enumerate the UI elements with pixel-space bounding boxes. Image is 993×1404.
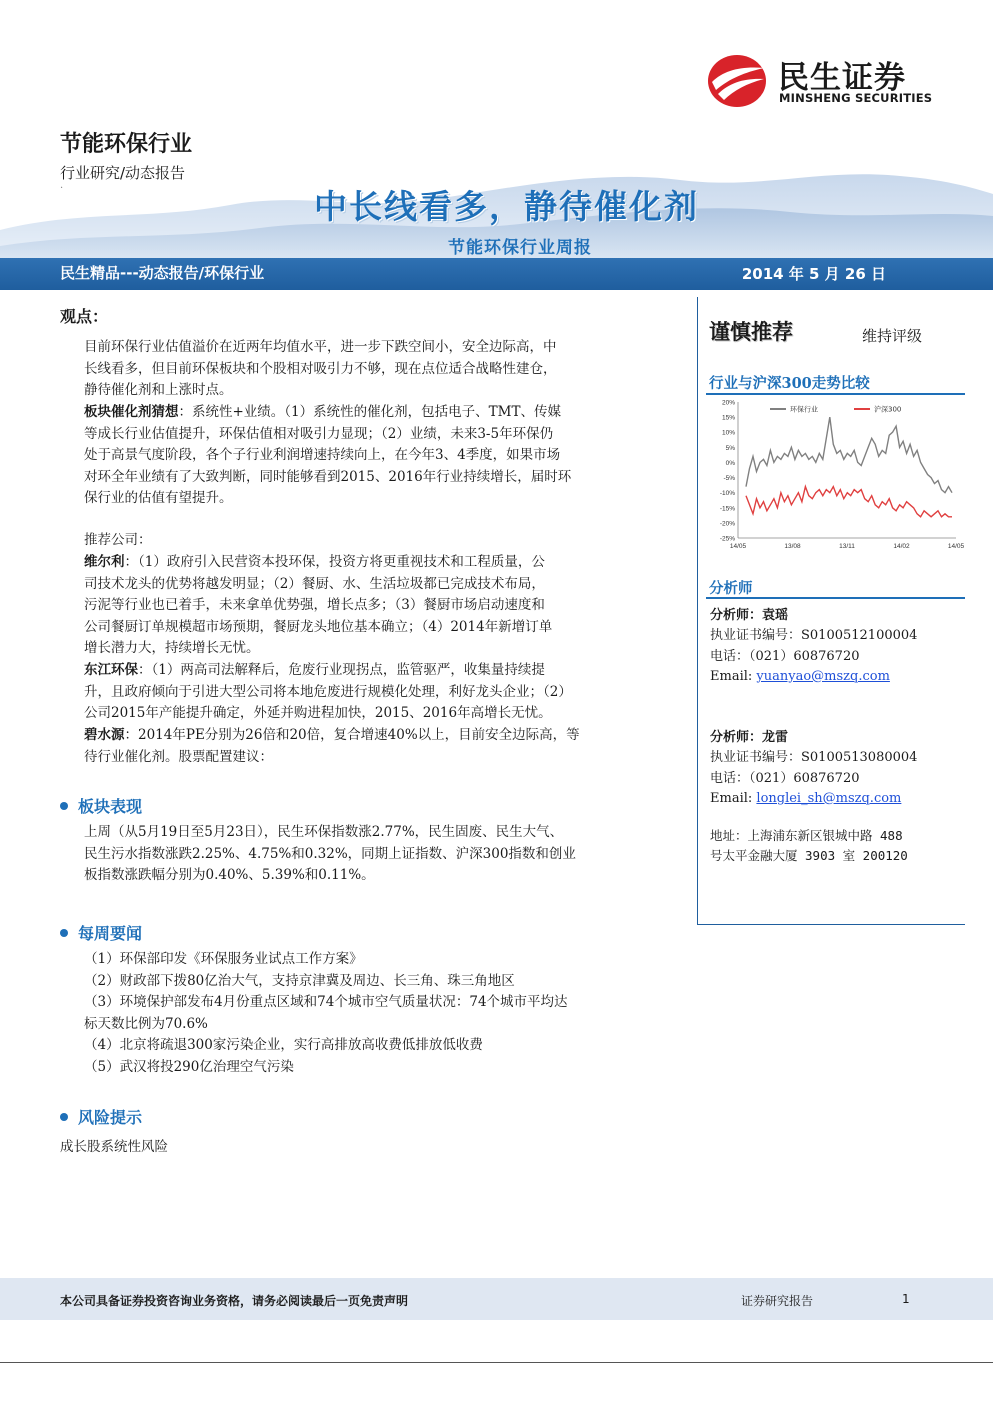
rating-label: 谨慎推荐	[709, 320, 793, 344]
email-label: Email:	[710, 668, 757, 684]
risk-heading	[60, 1105, 142, 1128]
analyst-heading: 分析师	[709, 580, 753, 597]
news-item: （5）武汉将投290亿治理空气污染	[84, 1058, 294, 1075]
text-line: 对环全年业绩有了大致判断，同时能够看到2015、2016年行业持续增长，届时环	[84, 468, 572, 485]
chart-x-tick-label: 13/11	[839, 543, 855, 550]
analyst-card	[710, 606, 917, 687]
chart-x-tick-label: 14/05	[729, 543, 747, 550]
email-label: Email:	[710, 790, 757, 806]
chart-legend-label: 环保行业	[790, 405, 818, 414]
text-line: 增长潜力大，持续增长无忧。	[84, 640, 260, 657]
news-item: （1）环保部印发《环保服务业试点工作方案》	[84, 951, 363, 967]
viewpoint-paragraph	[84, 337, 662, 402]
page-number: 1	[902, 1292, 910, 1306]
brand-name-cn: 民生证券	[778, 60, 906, 96]
text-line: 公司2015年产能提升确定，外延并购进程加快，2015、2016年高增长无忧。	[84, 705, 552, 722]
text-line: ：（1）两高司法解释后，危废行业现拐点，监管驱严，收集量持续提	[138, 662, 545, 678]
bullet-icon	[60, 929, 68, 937]
viewpoint-heading: 观点：	[60, 307, 109, 326]
header-band	[0, 258, 993, 290]
analyst-name: 龙雷	[762, 730, 789, 745]
text-line: 处于高景气度阶段，各个子行业利润增速持续向上，在今年3、4季度，如果市场	[84, 447, 561, 464]
chart-heading-rule	[706, 393, 965, 395]
chart-x-tick-label: 14/05	[947, 543, 965, 550]
footer-doc-type: 证券研究报告	[741, 1294, 814, 1308]
report-type: 行业研究/动态报告	[60, 164, 186, 182]
company-name: 维尔利	[84, 554, 125, 570]
sidebar-bottom-rule	[698, 924, 965, 925]
analyst-cert: 执业证书编号：S0100513080004	[710, 750, 918, 766]
band-category: 民生精品---动态报告/环保行业	[60, 264, 265, 282]
analyst-phone: 电话：（021）60876720	[710, 648, 860, 664]
column-divider	[697, 297, 698, 925]
report-date: 2014 年 5 月 26 日	[741, 265, 886, 283]
recommend-intro	[84, 530, 662, 552]
catalyst-label: 板块催化剂猜想	[84, 404, 179, 420]
analyst-label: 分析师：	[710, 608, 763, 623]
text-line: 公司餐厨订单规模超市场预期，餐厨龙头地位基本确立；（4）2014年新增订单	[84, 618, 553, 635]
text-line: 升，且政府倾向于引进大型公司将本地危废进行规模化处理，利好龙头企业；（2）	[84, 683, 572, 700]
report-title: 中长线看多，静待催化剂	[314, 187, 699, 226]
text-line: 司技术龙头的优势将越发明显；（2）餐厨、水、生活垃圾都已完成技术布局，	[84, 575, 545, 592]
company-dongjiang	[84, 660, 662, 725]
analyst-heading-rule	[706, 597, 965, 599]
text-line: ：系统性+业绩。（1）系统性的催化剂，包括电子、TMT、传媒	[178, 404, 561, 420]
chart-x-tick-label: 13/08	[784, 543, 801, 550]
analyst-email-link[interactable]: longlei_sh@mszq.com	[756, 790, 902, 806]
office-address	[710, 826, 908, 866]
news-heading-text: 每周要闻	[78, 924, 143, 943]
sector-heading	[60, 794, 142, 817]
chart-legend-label: 沪深300	[874, 405, 902, 414]
sector-paragraph	[84, 822, 684, 887]
footer	[0, 1278, 993, 1320]
company-name: 东江环保	[84, 662, 138, 678]
chart-y-tick-label: -15%	[719, 505, 735, 513]
report-subtitle: 节能环保行业周报	[448, 238, 592, 258]
news-item: （4）北京将疏退300家污染企业，实行高排放高收费低排放低收费	[84, 1037, 483, 1053]
text-line: 板指数涨跌幅分别为0.40%、5.39%和0.11%。	[84, 867, 375, 883]
small-dot: ·	[60, 183, 64, 194]
company-name: 碧水源	[84, 727, 125, 743]
rating-status: 维持评级	[862, 327, 923, 345]
catalyst-paragraph	[84, 402, 662, 510]
chart-y-tick-label: -20%	[719, 520, 735, 528]
text-line: 保行业的估值有望提升。	[84, 490, 233, 507]
industry-title: 节能环保行业	[60, 132, 193, 157]
text-line: ：2014年PE分别为26倍和20倍，复合增速40%以上，目前安全边际高，等	[124, 727, 580, 743]
brand-name-en: MINSHENG SECURITIES	[779, 91, 933, 105]
chart-y-tick-label: -10%	[719, 490, 735, 498]
bullet-icon	[60, 1113, 68, 1121]
chart-x-tick-label: 14/02	[893, 543, 910, 550]
text-line: 长线看多，但目前环保板块和个股相对吸引力不够，现在点位适合战略性建仓，	[84, 360, 557, 377]
text-line: 待行业催化剂。股票配置建议：	[84, 748, 273, 765]
news-item: （2）财政部下拨80亿治大气，支持京津冀及周边、长三角、珠三角地区	[84, 972, 515, 989]
address-line: 地址：上海浦东新区银城中路 488	[710, 828, 903, 843]
text-line: ：（1）政府引入民营资本投环保，投资方将更重视技术和工程质量，公	[124, 554, 545, 570]
text-line: 等成长行业估值提升，环保估值相对吸引力显现；（2）业绩，未来3-5年环保仍	[84, 425, 554, 442]
analyst-name: 袁瑶	[762, 608, 789, 623]
chart-y-tick-label: -25%	[719, 535, 735, 543]
brand-logo	[706, 50, 936, 110]
risk-heading-text: 风险提示	[78, 1108, 143, 1127]
sector-heading-text: 板块表现	[78, 797, 143, 816]
bullet-icon	[60, 802, 68, 810]
company-weierli	[84, 552, 662, 660]
risk-text: 成长股系统性风险	[60, 1139, 168, 1155]
chart-y-tick-label: 20%	[721, 399, 735, 407]
text-line: 上周（从5月19日至5月23日），民生环保指数涨2.77%，民生固废、民生大气、	[84, 824, 564, 840]
address-line: 号太平金融大厦 3903 室 200120	[710, 848, 908, 863]
company-bishuiyuan	[84, 725, 662, 768]
news-item: 标天数比例为70.6%	[84, 1015, 208, 1032]
analyst-label: 分析师：	[710, 730, 763, 745]
chart-series-line	[746, 417, 952, 493]
analyst-cert: 执业证书编号：S0100512100004	[710, 628, 918, 644]
chart-heading: 行业与沪深300走势比较	[709, 375, 870, 392]
news-heading	[60, 921, 142, 944]
chart-y-tick-label: 15%	[721, 414, 735, 422]
performance-chart	[708, 396, 966, 558]
analyst-card	[710, 728, 917, 809]
chart-y-tick-label: 0%	[725, 459, 735, 467]
footer-disclaimer: 本公司具备证券投资咨询业务资格，请务必阅读最后一页免责声明	[60, 1294, 409, 1308]
analyst-email-link[interactable]: yuanyao@mszq.com	[756, 668, 890, 684]
news-list	[84, 949, 684, 1078]
chart-series-line	[746, 487, 952, 517]
chart-y-tick-label: -5%	[723, 475, 735, 483]
chart-y-tick-label: 10%	[721, 429, 735, 437]
text-line: 静待催化剂和上涨时点。	[84, 382, 233, 399]
text-line: 目前环保行业估值溢价在近两年均值水平，进一步下跌空间小，安全边际高，中	[84, 339, 557, 355]
bottom-rule	[0, 1362, 993, 1363]
chart-y-tick-label: 5%	[725, 444, 735, 452]
text-line: 民生污水指数涨跌2.25%、4.75%和0.32%，同期上证指数、沪深300指数和创业	[84, 845, 576, 862]
text-line: 污泥等行业也已着手，未来拿单优势强，增长点多；（3）餐厨市场启动速度和	[84, 597, 545, 614]
news-item: （3）环境保护部发布4月份重点区域和74个城市空气质量状况：74个城市平均达	[84, 994, 568, 1010]
analyst-phone: 电话：（021）60876720	[710, 770, 860, 786]
minsheng-logo-icon	[706, 52, 768, 108]
text-line: 推荐公司：	[84, 532, 152, 548]
